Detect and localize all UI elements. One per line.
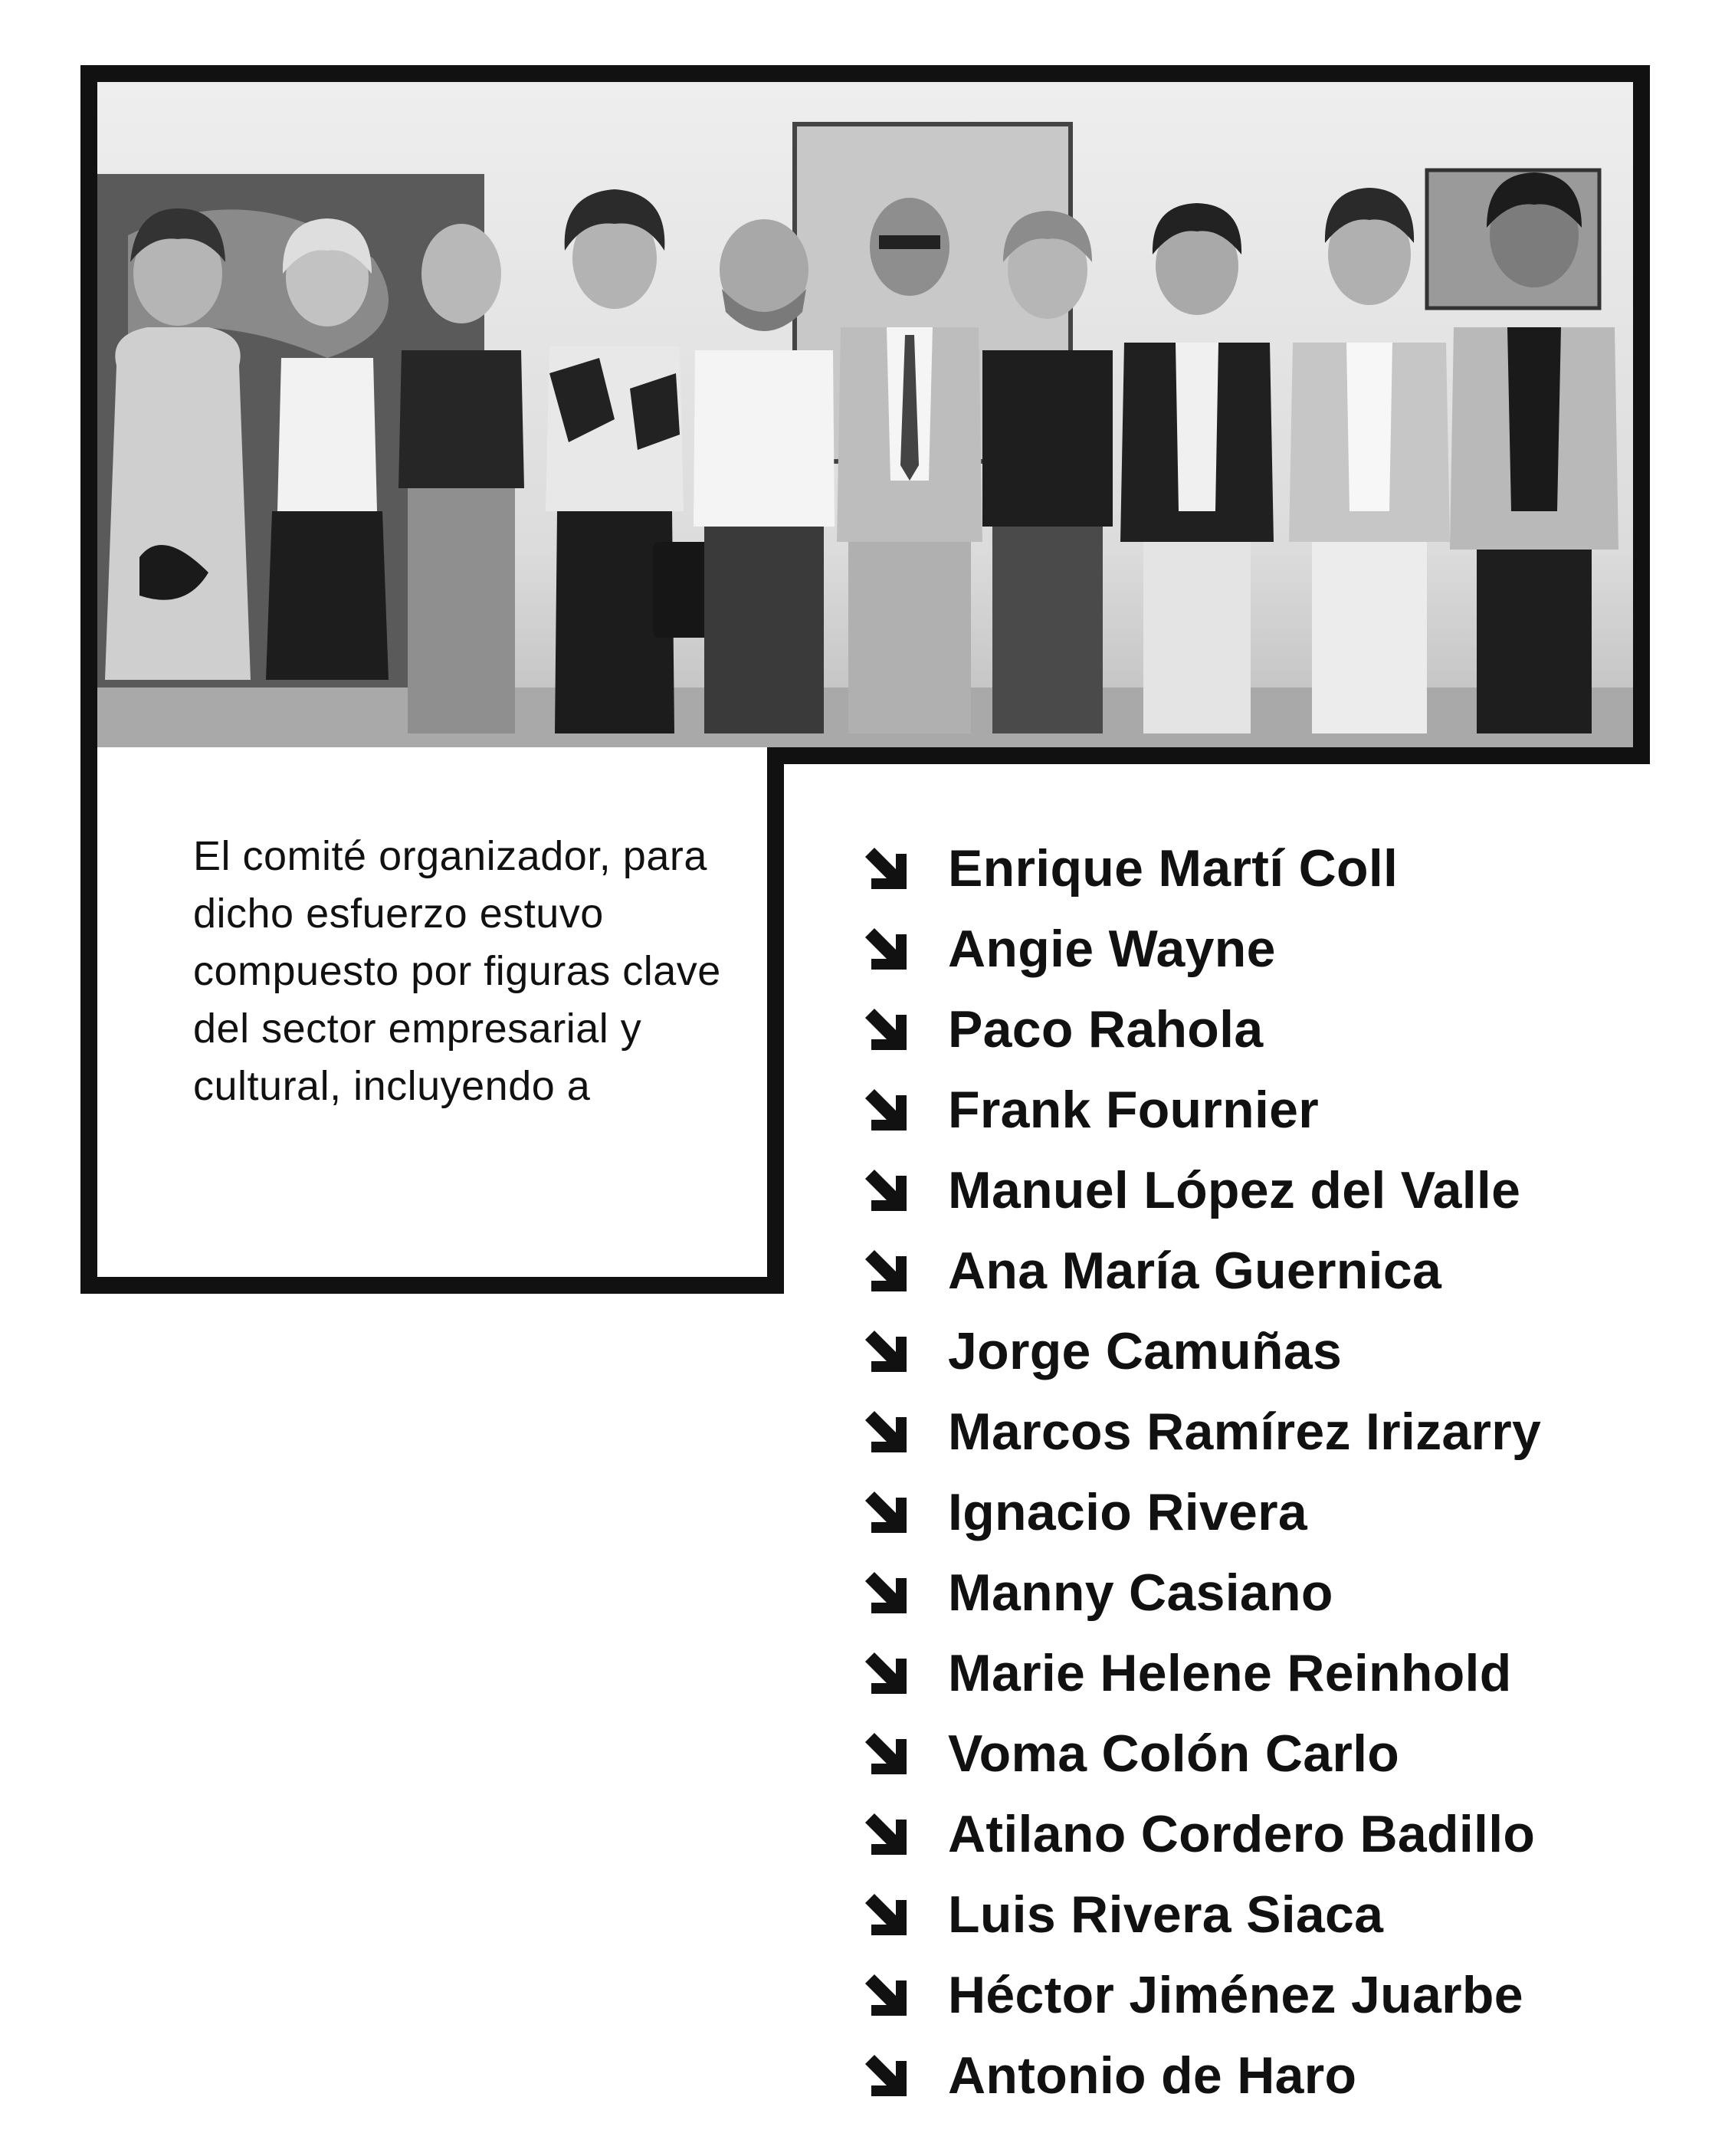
list-item: [862, 1472, 1541, 1552]
group-photo: [80, 65, 1650, 764]
list-item: [862, 1552, 1541, 1633]
arrow-down-right-icon: [862, 2052, 910, 2099]
list-item: [862, 1793, 1541, 1874]
committee-member-name: Paco Rahola: [948, 999, 1264, 1058]
arrow-down-right-icon: [862, 1730, 910, 1777]
committee-member-name: Marcos Ramírez Irizarry: [948, 1402, 1542, 1461]
arrow-down-right-icon: [862, 1167, 910, 1214]
list-item: [862, 828, 1541, 908]
committee-member-name: Voma Colón Carlo: [948, 1724, 1400, 1783]
committee-member-name: Héctor Jiménez Juarbe: [948, 1965, 1523, 2024]
committee-member-name: Luis Rivera Siaca: [948, 1885, 1384, 1944]
arrow-down-right-icon: [862, 1006, 910, 1053]
arrow-down-right-icon: [862, 1569, 910, 1616]
list-item: [862, 989, 1541, 1069]
arrow-down-right-icon: [862, 1488, 910, 1536]
arrow-down-right-icon: [862, 1891, 910, 1938]
arrow-down-right-icon: [862, 1971, 910, 2019]
committee-member-name: Frank Fournier: [948, 1080, 1320, 1139]
committee-name-list: [862, 828, 1541, 2115]
arrow-down-right-icon: [862, 1971, 910, 2019]
list-item: [862, 1311, 1541, 1391]
arrow-down-right-icon: [862, 1167, 910, 1214]
arrow-down-right-icon: [862, 845, 910, 892]
list-item: [862, 1150, 1541, 1230]
committee-member-name: Jorge Camuñas: [948, 1321, 1343, 1380]
list-item: [862, 1713, 1541, 1793]
list-item: [862, 1391, 1541, 1472]
committee-member-name: Angie Wayne: [948, 919, 1276, 978]
committee-member-name: Enrique Martí Coll: [948, 838, 1399, 898]
list-item: [862, 1954, 1541, 2035]
list-item: [862, 1874, 1541, 1954]
arrow-down-right-icon: [862, 1408, 910, 1455]
arrow-down-right-icon: [862, 1649, 910, 1697]
committee-member-name: Ana María Guernica: [948, 1241, 1442, 1300]
arrow-down-right-icon: [862, 1086, 910, 1134]
intro-box: [80, 747, 784, 1294]
committee-member-name: Antonio de Haro: [948, 2046, 1357, 2105]
list-item: [862, 908, 1541, 989]
arrow-down-right-icon: [862, 1488, 910, 1536]
list-item: [862, 1230, 1541, 1311]
arrow-down-right-icon: [862, 1327, 910, 1375]
committee-member-name: Marie Helene Reinhold: [948, 1643, 1512, 1702]
committee-member-name: Ignacio Rivera: [948, 1482, 1308, 1541]
arrow-down-right-icon: [862, 925, 910, 973]
committee-member-name: Manny Casiano: [948, 1563, 1333, 1622]
arrow-down-right-icon: [862, 1649, 910, 1697]
arrow-down-right-icon: [862, 1408, 910, 1455]
arrow-down-right-icon: [862, 1810, 910, 1858]
list-item: [862, 1069, 1541, 1150]
intro-text: El comité organizador, para dicho esfuerzo estuvo compuesto por figuras clave del sector empresarial y cultural, incluyendo a: [193, 833, 721, 1109]
arrow-down-right-icon: [862, 845, 910, 892]
arrow-down-right-icon: [862, 2052, 910, 2099]
arrow-down-right-icon: [862, 1569, 910, 1616]
committee-member-name: Atilano Cordero Badillo: [948, 1804, 1536, 1863]
list-item: [862, 2035, 1541, 2115]
arrow-down-right-icon: [862, 1730, 910, 1777]
arrow-down-right-icon: [862, 1247, 910, 1295]
arrow-down-right-icon: [862, 1327, 910, 1375]
arrow-down-right-icon: [862, 1086, 910, 1134]
arrow-down-right-icon: [862, 925, 910, 973]
arrow-down-right-icon: [862, 1810, 910, 1858]
list-item: [862, 1633, 1541, 1713]
arrow-down-right-icon: [862, 1247, 910, 1295]
committee-member-name: Manuel López del Valle: [948, 1160, 1521, 1219]
arrow-down-right-icon: [862, 1891, 910, 1938]
arrow-down-right-icon: [862, 1006, 910, 1053]
group-photo-image: [97, 82, 1633, 747]
